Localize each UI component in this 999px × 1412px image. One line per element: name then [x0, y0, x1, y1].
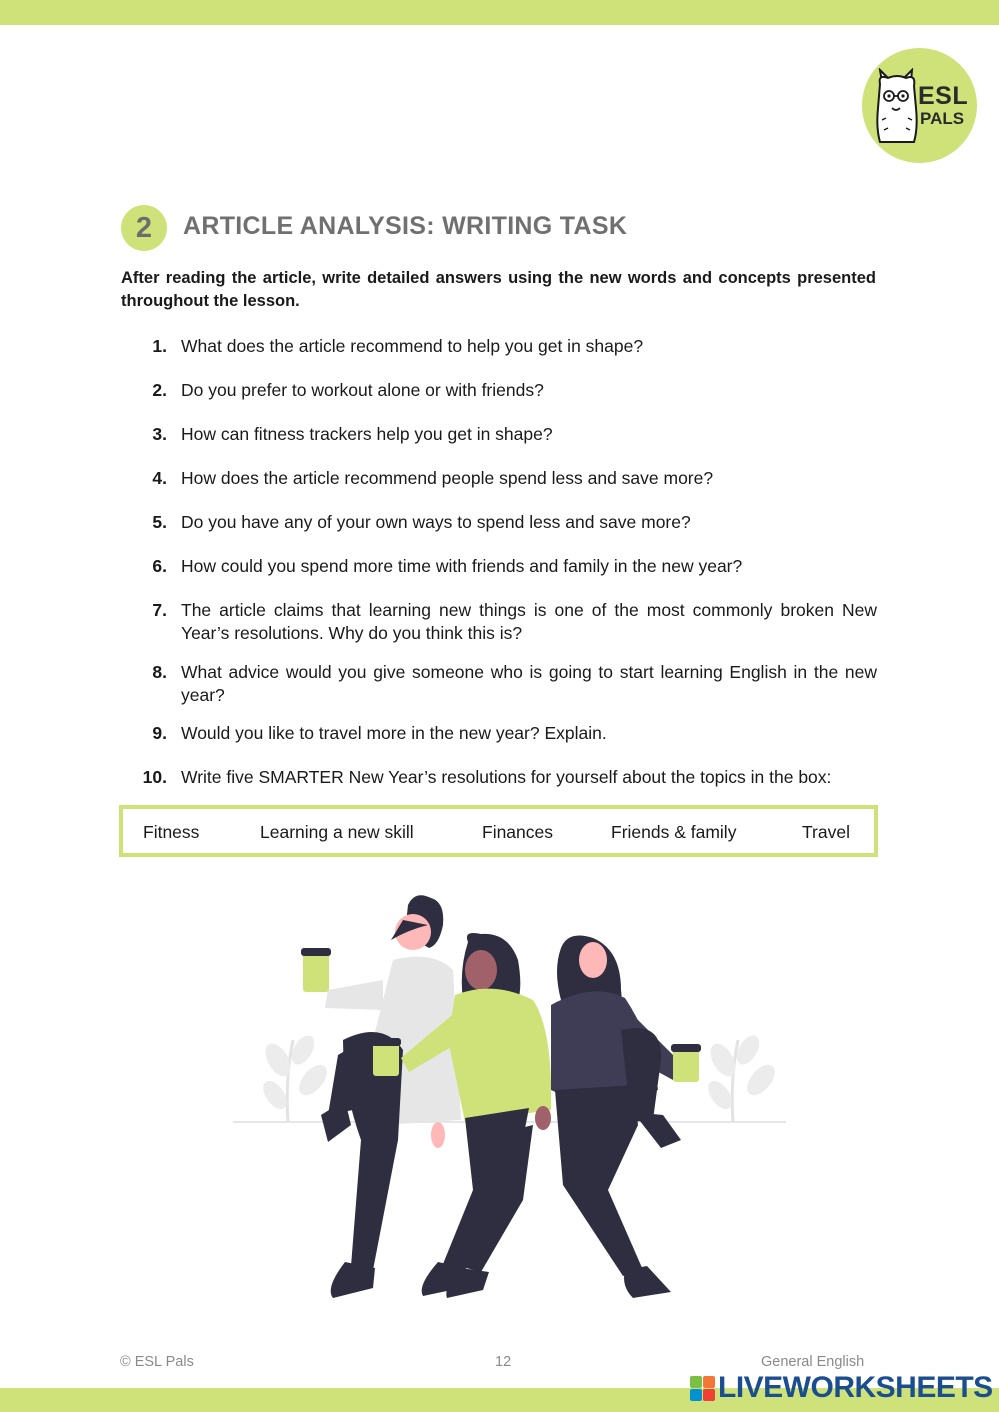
- topic-travel: Travel: [802, 822, 850, 842]
- question-text: Do you prefer to workout alone or with friends?: [181, 380, 544, 400]
- section-title: ARTICLE ANALYSIS: WRITING TASK: [183, 212, 628, 240]
- question-item: [121, 722, 877, 745]
- esl-pals-logo: [862, 48, 977, 163]
- question-number: 7.: [152, 600, 167, 620]
- question-number: 9.: [152, 723, 167, 743]
- question-text: How can fitness trackers help you get in shape?: [181, 424, 553, 444]
- plant-left-icon: [258, 1032, 332, 1122]
- question-number: 2.: [152, 380, 167, 400]
- top-accent-bar: [0, 0, 999, 25]
- topics-box: [119, 805, 878, 857]
- question-item: [121, 766, 877, 789]
- topic-finances: Finances: [482, 822, 554, 842]
- question-number: 1.: [152, 336, 167, 356]
- question-item: [121, 599, 877, 645]
- question-number: 6.: [152, 556, 167, 576]
- llama-icon: [874, 68, 920, 144]
- friends-illustration: [233, 890, 793, 1310]
- question-text: Would you like to travel more in the new year? Explain.: [181, 723, 607, 743]
- question-item: [121, 467, 877, 490]
- instructions: After reading the article, write detailed answers using the new words and concepts presented throughout the lesson.: [121, 269, 876, 310]
- question-item: [121, 423, 877, 446]
- footer-page-number: 12: [495, 1354, 512, 1370]
- topic-learning: Learning a new skill: [260, 822, 414, 842]
- question-item: [121, 335, 877, 358]
- question-text: How does the article recommend people spend less and save more?: [181, 468, 714, 488]
- question-item: [121, 661, 877, 707]
- question-item: [121, 379, 877, 402]
- logo-line-2: PALS: [920, 109, 965, 128]
- plant-right-icon: [703, 1032, 780, 1122]
- liveworksheets-logo-icon: [690, 1376, 716, 1402]
- question-text: Write five SMARTER New Year’s resolutions for yourself about the topics in the box:: [181, 767, 832, 787]
- question-number: 3.: [152, 424, 167, 444]
- topic-friends-family: Friends & family: [611, 822, 737, 842]
- question-item: [121, 511, 877, 534]
- logo-wordmark: [918, 84, 968, 127]
- man-figure: [301, 895, 461, 1298]
- liveworksheets-wordmark: LIVEWORKSHEETS: [718, 1371, 993, 1404]
- question-number: 5.: [152, 512, 167, 532]
- question-text: What advice would you give someone who is going to start learning English in the new year?: [181, 662, 877, 705]
- topic-fitness: Fitness: [143, 822, 200, 842]
- footer-copyright: © ESL Pals: [120, 1354, 194, 1370]
- woman-dark-figure: [551, 936, 701, 1298]
- footer-course: General English: [761, 1354, 865, 1370]
- question-item: [121, 555, 877, 578]
- question-text: What does the article recommend to help you get in shape?: [181, 336, 644, 356]
- question-text: How could you spend more time with friends and family in the new year?: [181, 556, 743, 576]
- section-number-badge: 2: [121, 205, 167, 251]
- question-text: Do you have any of your own ways to spend less and save more?: [181, 512, 691, 532]
- question-number: 4.: [152, 468, 167, 488]
- logo-line-1: ESL: [918, 82, 969, 110]
- question-number: 10.: [142, 767, 167, 787]
- question-text: The article claims that learning new things is one of the most commonly broken New Year’s resolutions. Why do you think this is?: [181, 600, 877, 643]
- question-number: 8.: [152, 662, 167, 682]
